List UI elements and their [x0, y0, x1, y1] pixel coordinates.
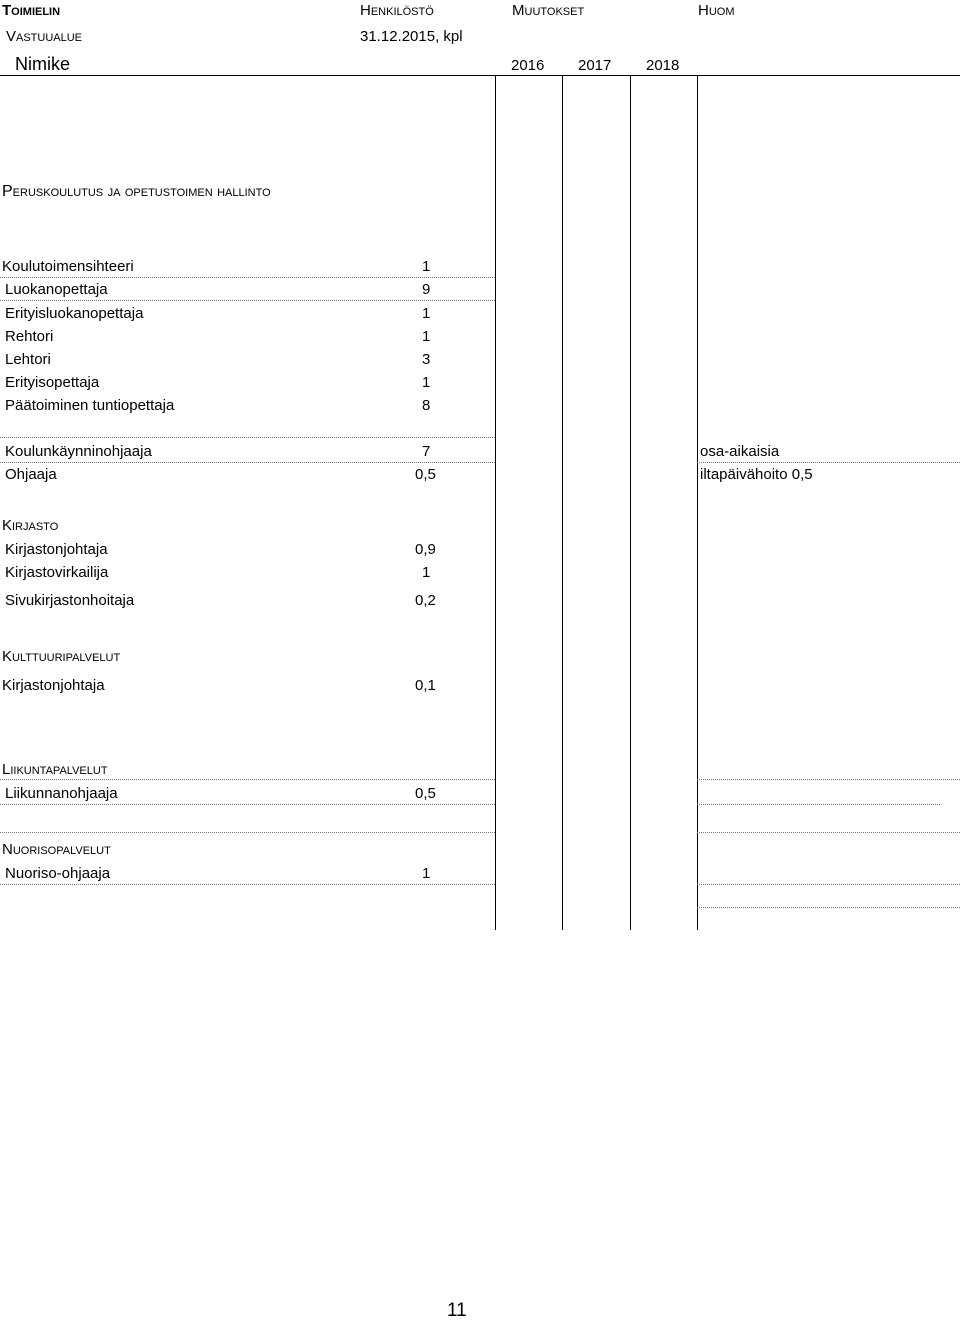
row-value: 3 — [422, 351, 431, 368]
row-note: iltapäivähoito 0,5 — [700, 466, 813, 483]
dotted-rule — [697, 462, 960, 463]
row-value: 1 — [422, 865, 431, 882]
row-label: Koulunkäynninohjaaja — [5, 443, 152, 460]
dotted-rule — [0, 437, 495, 438]
row-label: Lehtori — [5, 351, 51, 368]
row-label: Kirjastonjohtaja — [5, 541, 108, 558]
dotted-rule — [0, 832, 495, 833]
year-2016: 2016 — [511, 57, 545, 74]
row-value: 0,5 — [415, 785, 436, 802]
header-henkilosto: Henkilöstö — [360, 2, 434, 19]
row-label: Liikunnanohjaaja — [5, 785, 118, 802]
column-divider — [562, 76, 563, 930]
row-value: 0,9 — [415, 541, 436, 558]
dotted-rule — [0, 884, 495, 885]
row-value: 1 — [422, 374, 431, 391]
section-title-liikunta: Liikuntapalvelut — [2, 761, 108, 778]
row-value: 1 — [422, 564, 431, 581]
row-value: 0,5 — [415, 466, 436, 483]
section-title-kirjasto: Kirjasto — [2, 517, 59, 534]
section-title-nuoriso: Nuorisopalvelut — [2, 841, 111, 858]
column-divider — [630, 76, 631, 930]
section-title-perusopetus: Peruskoulutus ja opetustoimen hallinto — [2, 183, 271, 200]
header-vastuualue: Vastuualue — [6, 28, 83, 45]
column-divider — [495, 76, 496, 930]
dotted-rule — [697, 884, 960, 885]
row-label: Ohjaaja — [5, 466, 57, 483]
dotted-rule — [697, 907, 960, 908]
dotted-rule — [0, 804, 495, 805]
row-value: 0,1 — [415, 677, 436, 694]
row-value: 1 — [422, 258, 431, 275]
row-value: 1 — [422, 328, 431, 345]
row-label: Erityisluokanopettaja — [5, 305, 144, 322]
dotted-rule — [0, 779, 495, 780]
row-label: Päätoiminen tuntiopettaja — [5, 397, 175, 414]
dotted-rule — [697, 779, 960, 780]
row-value: 9 — [422, 281, 431, 298]
dotted-rule — [0, 462, 495, 463]
dotted-rule — [0, 277, 495, 278]
row-label: Nuoriso-ohjaaja — [5, 865, 111, 882]
row-label: Rehtori — [5, 328, 54, 345]
header-date: 31.12.2015, kpl — [360, 28, 463, 45]
header-toimielin: Toimielin — [2, 2, 61, 19]
year-2017: 2017 — [578, 57, 612, 74]
dotted-rule — [0, 300, 495, 301]
header-nimike: Nimike — [15, 54, 71, 74]
row-label: Erityisopettaja — [5, 374, 100, 391]
row-value: 7 — [422, 443, 431, 460]
header-huom: Huom — [698, 2, 735, 19]
row-label: Kirjastonjohtaja — [2, 677, 105, 694]
header-muutokset: Muutokset — [512, 2, 585, 19]
row-note: osa-aikaisia — [700, 443, 780, 460]
dotted-rule — [697, 832, 960, 833]
row-label: Luokanopettaja — [5, 281, 108, 298]
row-value: 0,2 — [415, 592, 436, 609]
header-rule — [0, 75, 960, 76]
page-number: 11 — [447, 1300, 467, 1321]
section-title-kulttuuri: Kulttuuripalvelut — [2, 648, 121, 665]
row-value: 8 — [422, 397, 431, 414]
dotted-rule — [697, 804, 940, 805]
row-label: Kirjastovirkailija — [5, 564, 109, 581]
row-value: 1 — [422, 305, 431, 322]
row-label: Koulutoimensihteeri — [2, 258, 134, 275]
row-label: Sivukirjastonhoitaja — [5, 592, 135, 609]
column-divider — [697, 76, 698, 930]
year-2018: 2018 — [646, 57, 680, 74]
